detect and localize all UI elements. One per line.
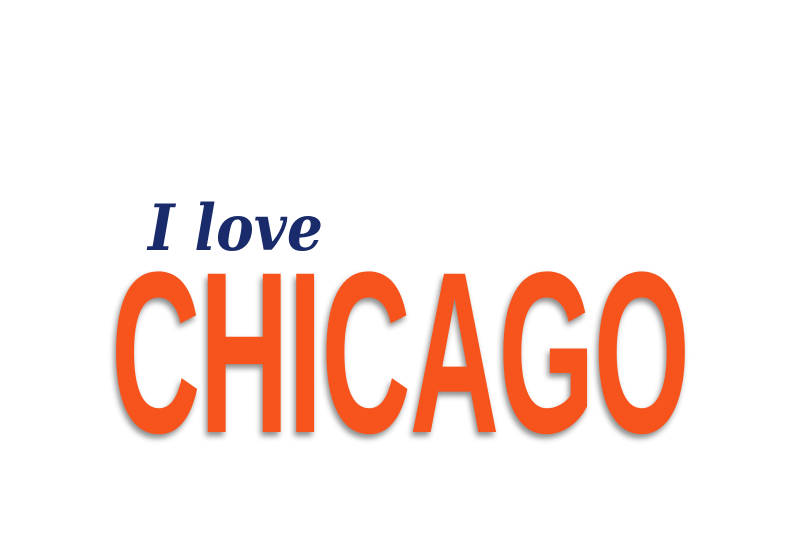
chicago-title: CHICAGO — [111, 224, 689, 481]
i-love-script: I love — [146, 191, 323, 266]
